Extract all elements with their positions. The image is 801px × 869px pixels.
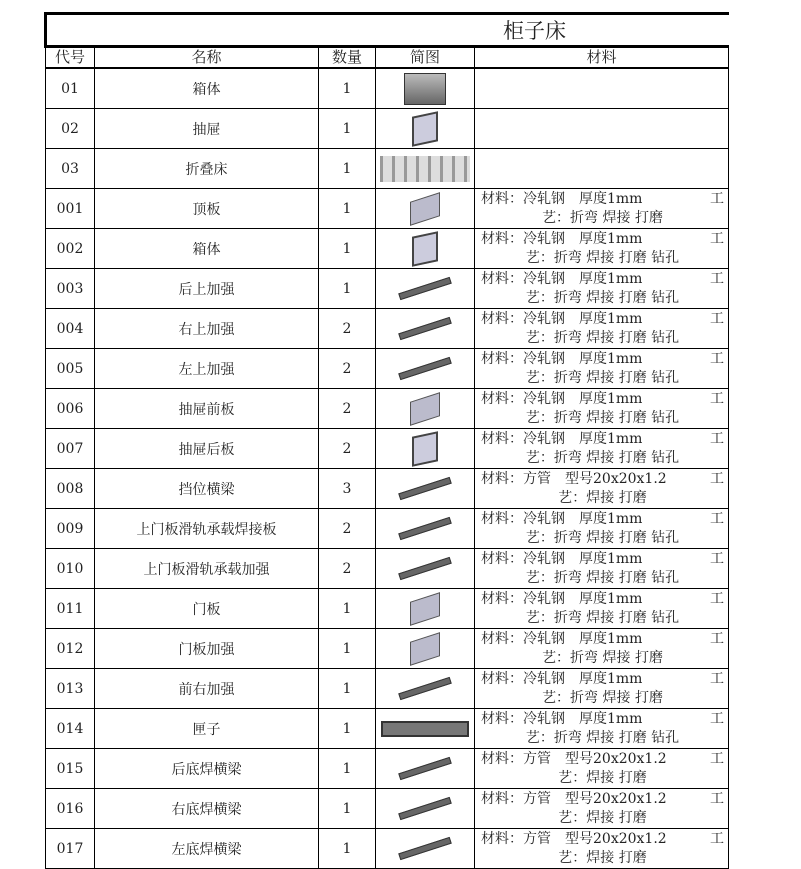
- sheet-sketch-icon: [410, 392, 440, 426]
- part-name: 箱体: [95, 68, 319, 109]
- part-name: 箱体: [95, 229, 319, 269]
- craft-label: 工: [710, 590, 725, 607]
- part-name: 左底焊横梁: [95, 829, 319, 869]
- table-row: [46, 789, 729, 829]
- process-line: 艺：折弯 焊接 打磨 钻孔: [525, 729, 680, 746]
- material-line: 材料：方管 型号20x20x1.2: [481, 790, 667, 807]
- bar-sketch-icon: [398, 517, 452, 540]
- material-line: 材料：方管 型号20x20x1.2: [481, 830, 667, 847]
- craft-label: 工: [710, 750, 725, 767]
- part-qty: 1: [319, 829, 376, 869]
- craft-label: 工: [710, 710, 725, 727]
- part-code: 002: [46, 229, 95, 269]
- part-code: 006: [46, 389, 95, 429]
- material-line: 材料：冷轧钢 厚度1mm: [481, 590, 643, 607]
- part-name: 上门板滑轨承载焊接板: [95, 509, 319, 549]
- part-material: [475, 549, 729, 589]
- part-material: [475, 109, 729, 149]
- part-material: [475, 829, 729, 869]
- part-name: 匣子: [95, 709, 319, 749]
- part-code: 011: [46, 589, 95, 629]
- part-name: 折叠床: [95, 149, 319, 189]
- process-line: 艺：折弯 焊接 打磨 钻孔: [525, 569, 680, 586]
- part-sketch: [376, 349, 475, 389]
- material-line: 材料：冷轧钢 厚度1mm: [481, 550, 643, 567]
- table-row: [46, 709, 729, 749]
- process-line: 艺：折弯 焊接 打磨 钻孔: [525, 609, 680, 626]
- table-row: [46, 749, 729, 789]
- bar-sketch-icon: [398, 837, 452, 860]
- material-line: 材料：冷轧钢 厚度1mm: [481, 510, 643, 527]
- bar-sketch-icon: [398, 277, 452, 300]
- part-material: [475, 429, 729, 469]
- table-row: [46, 509, 729, 549]
- sheet-sketch-icon: [410, 632, 440, 666]
- part-material: [475, 709, 729, 749]
- part-qty: 1: [319, 589, 376, 629]
- part-name: 上门板滑轨承载加强: [95, 549, 319, 589]
- material-line: 材料：冷轧钢 厚度1mm: [481, 670, 643, 687]
- part-material: [475, 589, 729, 629]
- part-sketch: [376, 229, 475, 269]
- material-line: 材料：方管 型号20x20x1.2: [481, 470, 667, 487]
- part-sketch: [376, 789, 475, 829]
- part-name: 右上加强: [95, 309, 319, 349]
- part-code: 012: [46, 629, 95, 669]
- part-qty: 1: [319, 669, 376, 709]
- panel-sketch-icon: [412, 231, 438, 267]
- part-sketch: [376, 749, 475, 789]
- part-code: 003: [46, 269, 95, 309]
- table-row: [46, 229, 729, 269]
- part-code: 010: [46, 549, 95, 589]
- material-line: 材料：冷轧钢 厚度1mm: [481, 390, 643, 407]
- material-line: 材料：冷轧钢 厚度1mm: [481, 190, 643, 207]
- material-line: 材料：冷轧钢 厚度1mm: [481, 350, 643, 367]
- table-row: [46, 469, 729, 509]
- part-name: 后上加强: [95, 269, 319, 309]
- part-code: 016: [46, 789, 95, 829]
- process-line: 艺：折弯 焊接 打磨 钻孔: [525, 329, 680, 346]
- sheet-sketch-icon: [410, 192, 440, 226]
- header-name: 名称: [95, 47, 319, 69]
- process-line: 艺：折弯 焊接 打磨: [542, 209, 663, 226]
- part-code: 007: [46, 429, 95, 469]
- box-sketch-icon: [404, 73, 446, 105]
- table-row: [46, 269, 729, 309]
- part-sketch: [376, 709, 475, 749]
- craft-label: 工: [710, 390, 725, 407]
- tray-sketch-icon: [381, 721, 469, 737]
- table-row: [46, 189, 729, 229]
- part-code: 009: [46, 509, 95, 549]
- part-code: 013: [46, 669, 95, 709]
- part-name: 顶板: [95, 189, 319, 229]
- part-sketch: [376, 469, 475, 509]
- part-qty: 1: [319, 109, 376, 149]
- part-name: 抽屉: [95, 109, 319, 149]
- craft-label: 工: [710, 270, 725, 287]
- process-line: 艺：折弯 焊接 打磨 钻孔: [525, 289, 680, 306]
- craft-label: 工: [710, 790, 725, 807]
- craft-label: 工: [710, 550, 725, 567]
- part-sketch: [376, 309, 475, 349]
- process-line: 艺：焊接 打磨: [558, 489, 647, 506]
- part-material: [475, 509, 729, 549]
- craft-label: 工: [710, 350, 725, 367]
- part-qty: 1: [319, 269, 376, 309]
- part-sketch: [376, 549, 475, 589]
- part-sketch: [376, 189, 475, 229]
- material-line: 材料：冷轧钢 厚度1mm: [481, 630, 643, 647]
- part-qty: 1: [319, 189, 376, 229]
- craft-label: 工: [710, 830, 725, 847]
- craft-label: 工: [710, 310, 725, 327]
- header-sketch: 简图: [376, 47, 475, 69]
- part-code: 008: [46, 469, 95, 509]
- part-sketch: [376, 829, 475, 869]
- part-material: [475, 349, 729, 389]
- part-code: 014: [46, 709, 95, 749]
- table-row: [46, 429, 729, 469]
- panel-sketch-icon: [412, 431, 438, 467]
- process-line: 艺：焊接 打磨: [558, 809, 647, 826]
- bar-sketch-icon: [398, 477, 452, 500]
- process-line: 艺：折弯 焊接 打磨 钻孔: [525, 369, 680, 386]
- craft-label: 工: [710, 510, 725, 527]
- part-sketch: [376, 589, 475, 629]
- header-qty: 数量: [319, 47, 376, 69]
- part-qty: 1: [319, 629, 376, 669]
- part-sketch: [376, 68, 475, 109]
- craft-label: 工: [710, 470, 725, 487]
- bar-sketch-icon: [398, 557, 452, 580]
- part-code: 02: [46, 109, 95, 149]
- part-material: [475, 749, 729, 789]
- table-row: [46, 549, 729, 589]
- part-name: 抽屉后板: [95, 429, 319, 469]
- part-material: [475, 68, 729, 109]
- part-qty: 1: [319, 68, 376, 109]
- material-line: 材料：方管 型号20x20x1.2: [481, 750, 667, 767]
- part-qty: 1: [319, 709, 376, 749]
- process-line: 艺：折弯 焊接 打磨 钻孔: [525, 449, 680, 466]
- craft-label: 工: [710, 670, 725, 687]
- part-name: 门板: [95, 589, 319, 629]
- process-line: 艺：折弯 焊接 打磨 钻孔: [525, 249, 680, 266]
- part-name: 挡位横梁: [95, 469, 319, 509]
- bar-sketch-icon: [398, 797, 452, 820]
- part-name: 后底焊横梁: [95, 749, 319, 789]
- table-row: [46, 349, 729, 389]
- process-line: 艺：折弯 焊接 打磨 钻孔: [525, 529, 680, 546]
- sheet-sketch-icon: [410, 592, 440, 626]
- craft-label: 工: [710, 190, 725, 207]
- craft-label: 工: [710, 630, 725, 647]
- bar-sketch-icon: [398, 677, 452, 700]
- part-material: [475, 789, 729, 829]
- table-row: [46, 309, 729, 349]
- part-material: [475, 629, 729, 669]
- header-code: 代号: [46, 47, 95, 69]
- part-name: 抽屉前板: [95, 389, 319, 429]
- part-material: [475, 229, 729, 269]
- process-line: 艺：折弯 焊接 打磨: [542, 649, 663, 666]
- part-code: 03: [46, 149, 95, 189]
- part-qty: 2: [319, 349, 376, 389]
- part-material: [475, 309, 729, 349]
- part-sketch: [376, 109, 475, 149]
- craft-label: 工: [710, 230, 725, 247]
- process-line: 艺：折弯 焊接 打磨: [542, 689, 663, 706]
- header-material: 材料: [475, 47, 729, 69]
- part-material: [475, 389, 729, 429]
- panel-sketch-icon: [412, 111, 438, 147]
- table-row: [46, 149, 729, 189]
- sheet-title: 柜子床: [46, 14, 729, 47]
- part-sketch: [376, 389, 475, 429]
- part-code: 004: [46, 309, 95, 349]
- part-material: [475, 149, 729, 189]
- part-qty: 1: [319, 229, 376, 269]
- part-code: 015: [46, 749, 95, 789]
- part-code: 005: [46, 349, 95, 389]
- part-qty: 2: [319, 429, 376, 469]
- table-row: [46, 68, 729, 109]
- part-sketch: [376, 269, 475, 309]
- table-row: [46, 629, 729, 669]
- part-material: [475, 469, 729, 509]
- parts-table: [44, 12, 729, 869]
- part-code: 01: [46, 68, 95, 109]
- bar-sketch-icon: [398, 757, 452, 780]
- part-qty: 2: [319, 389, 376, 429]
- material-line: 材料：冷轧钢 厚度1mm: [481, 270, 643, 287]
- craft-label: 工: [710, 430, 725, 447]
- part-qty: 2: [319, 309, 376, 349]
- material-line: 材料：冷轧钢 厚度1mm: [481, 430, 643, 447]
- part-sketch: [376, 669, 475, 709]
- parts-sheet: [44, 12, 725, 869]
- part-sketch: [376, 629, 475, 669]
- part-qty: 1: [319, 749, 376, 789]
- part-code: 017: [46, 829, 95, 869]
- part-code: 001: [46, 189, 95, 229]
- part-qty: 2: [319, 509, 376, 549]
- table-row: [46, 669, 729, 709]
- part-sketch: [376, 429, 475, 469]
- part-sketch: [376, 149, 475, 189]
- part-material: [475, 269, 729, 309]
- part-sketch: [376, 509, 475, 549]
- table-row: [46, 589, 729, 629]
- part-qty: 1: [319, 149, 376, 189]
- bar-sketch-icon: [398, 317, 452, 340]
- bed-sketch-icon: [380, 156, 470, 182]
- table-row: [46, 109, 729, 149]
- part-qty: 2: [319, 549, 376, 589]
- part-name: 右底焊横梁: [95, 789, 319, 829]
- process-line: 艺：折弯 焊接 打磨 钻孔: [525, 409, 680, 426]
- bar-sketch-icon: [398, 357, 452, 380]
- process-line: 艺：焊接 打磨: [558, 849, 647, 866]
- part-material: [475, 669, 729, 709]
- material-line: 材料：冷轧钢 厚度1mm: [481, 230, 643, 247]
- process-line: 艺：焊接 打磨: [558, 769, 647, 786]
- material-line: 材料：冷轧钢 厚度1mm: [481, 310, 643, 327]
- table-row: [46, 389, 729, 429]
- part-qty: 3: [319, 469, 376, 509]
- table-row: [46, 829, 729, 869]
- part-material: [475, 189, 729, 229]
- material-line: 材料：冷轧钢 厚度1mm: [481, 710, 643, 727]
- part-name: 左上加强: [95, 349, 319, 389]
- part-name: 前右加强: [95, 669, 319, 709]
- part-qty: 1: [319, 789, 376, 829]
- part-name: 门板加强: [95, 629, 319, 669]
